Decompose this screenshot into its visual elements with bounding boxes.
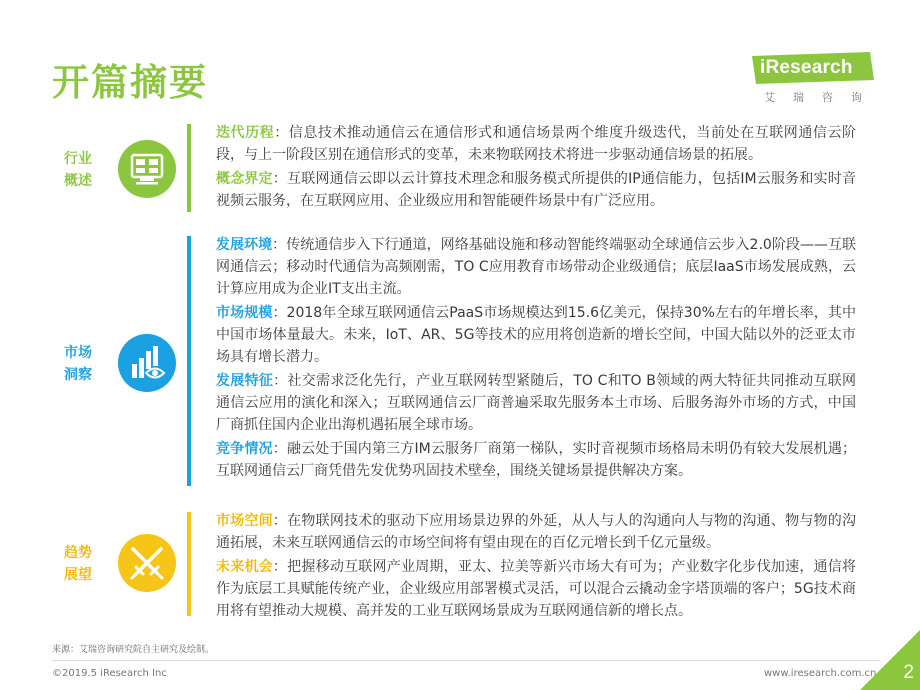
paragraph-key: 市场空间 xyxy=(216,513,273,529)
paragraph-key: 市场规模 xyxy=(216,305,273,321)
page-number: 2 xyxy=(903,662,914,683)
paragraph xyxy=(216,302,856,368)
section-trend-outlook xyxy=(216,510,856,624)
paragraph-key: 概念界定 xyxy=(216,171,273,187)
section-label-trend-outlook xyxy=(58,542,98,586)
paragraph-body: ：信息技术推动通信云在通信形式和通信场景两个维度升级迭代，当前处在互联网通信云阶段，与上一阶段区别在通信形式的变革，未来物联网技术将进一步驱动通信场景的拓展。 xyxy=(216,125,856,163)
paragraph-key: 竞争情况 xyxy=(216,441,273,457)
section-label-line: 概述 xyxy=(64,173,92,189)
website-link[interactable]: www.iresearch.com.cn xyxy=(764,668,877,679)
paragraph-key: 迭代历程 xyxy=(216,125,275,141)
paragraph xyxy=(216,122,856,166)
paragraph-key: 发展特征 xyxy=(216,373,274,389)
paragraph xyxy=(216,370,856,436)
source-note: 来源：艾瑞咨询研究院自主研究及绘制。 xyxy=(52,645,215,655)
paragraph xyxy=(216,556,856,622)
monitor-dashboard-icon xyxy=(118,140,176,198)
section-divider-bar xyxy=(187,512,191,616)
paragraph-body: ：把握移动互联网产业周期，亚太、拉美等新兴市场大有可为；产业数字化步伐加速，通信将作为底层工具赋能传统产业，企业级应用部署模式灵活，可以混合云撬动金字塔顶端的客户；5G技术商用将有望推动大规模、高并发的工业互联网场景成为互联网通信新的增长点。 xyxy=(216,559,857,619)
footer-divider xyxy=(52,660,880,661)
section-label-industry-overview xyxy=(58,148,98,192)
crossed-swords-icon xyxy=(118,534,176,592)
paragraph-body: ：在物联网技术的驱动下应用场景边界的外延，从人与人的沟通向人与物的沟通、物与物的沟通拓展，未来互联网通信云的市场空间将有望由现在的百亿元增长到千亿元量级。 xyxy=(216,513,857,551)
section-divider-bar xyxy=(187,124,191,212)
iresearch-logo xyxy=(752,52,880,108)
section-label-market-insight xyxy=(58,342,98,386)
paragraph xyxy=(216,168,856,212)
paragraph-key: 未来机会 xyxy=(216,559,273,575)
bar-chart-eye-icon xyxy=(118,334,176,392)
paragraph-body: ：社交需求泛化先行，产业互联网转型紧随后，TO C和TO B领域的两大特征共同推动互联网通信云应用的演化和深入；互联网通信云厂商普遍采取先服务本土市场、后服务海外市场的方式，中国厂商抓住国内企业出海机遇拓展全球市场。 xyxy=(216,373,857,433)
paragraph-body: ：互联网通信云即以云计算技术理念和服务模式所提供的IP通信能力，包括IM云服务和实时音视频云服务，在互联网应用、企业级应用和智能硬件场景中有广泛应用。 xyxy=(216,171,857,209)
paragraph-body: ：2018年全球互联网通信云PaaS市场规模达到15.6亿美元，保持30%左右的年增长率，其中中国市场体量最大。未来，IoT、AR、5G等技术的应用将创造新的增长空间，中国大陆以外的泛亚太市场具有增长潜力。 xyxy=(216,305,856,365)
paragraph-body: ：融云处于国内第三方IM云服务厂商第一梯队，实时音视频市场格局未明仍有较大发展机遇；互联网通信云厂商凭借先发优势巩固技术壁垒，围绕关键场景提供解决方案。 xyxy=(216,441,856,479)
page-title: 开篇摘要 xyxy=(52,61,208,104)
logo-brand-text: iResearch xyxy=(760,57,853,78)
paragraph xyxy=(216,234,856,300)
paragraph-key: 发展环境 xyxy=(216,237,273,253)
section-label-line: 趋势 xyxy=(64,545,92,561)
section-market-insight xyxy=(216,234,856,484)
copyright-text: ©2019.5 iResearch Inc xyxy=(52,668,167,679)
section-label-line: 市场 xyxy=(64,345,92,361)
section-industry-overview xyxy=(216,122,856,214)
section-label-line: 展望 xyxy=(64,567,92,583)
section-label-line: 洞察 xyxy=(64,367,92,383)
section-label-line: 行业 xyxy=(64,151,92,167)
section-divider-bar xyxy=(187,236,191,486)
logo-subtitle: 艾瑞咨询 xyxy=(764,91,880,104)
paragraph xyxy=(216,510,856,554)
paragraph-body: ：传统通信步入下行通道，网络基础设施和移动智能终端驱动全球通信云步入2.0阶段——互联网通信云；移动时代通信为高频刚需，TO C应用教育市场带动企业级通信；底层IaaS市场发展成熟，云计算应用成为企业IT支出主流。 xyxy=(216,237,857,297)
paragraph xyxy=(216,438,856,482)
